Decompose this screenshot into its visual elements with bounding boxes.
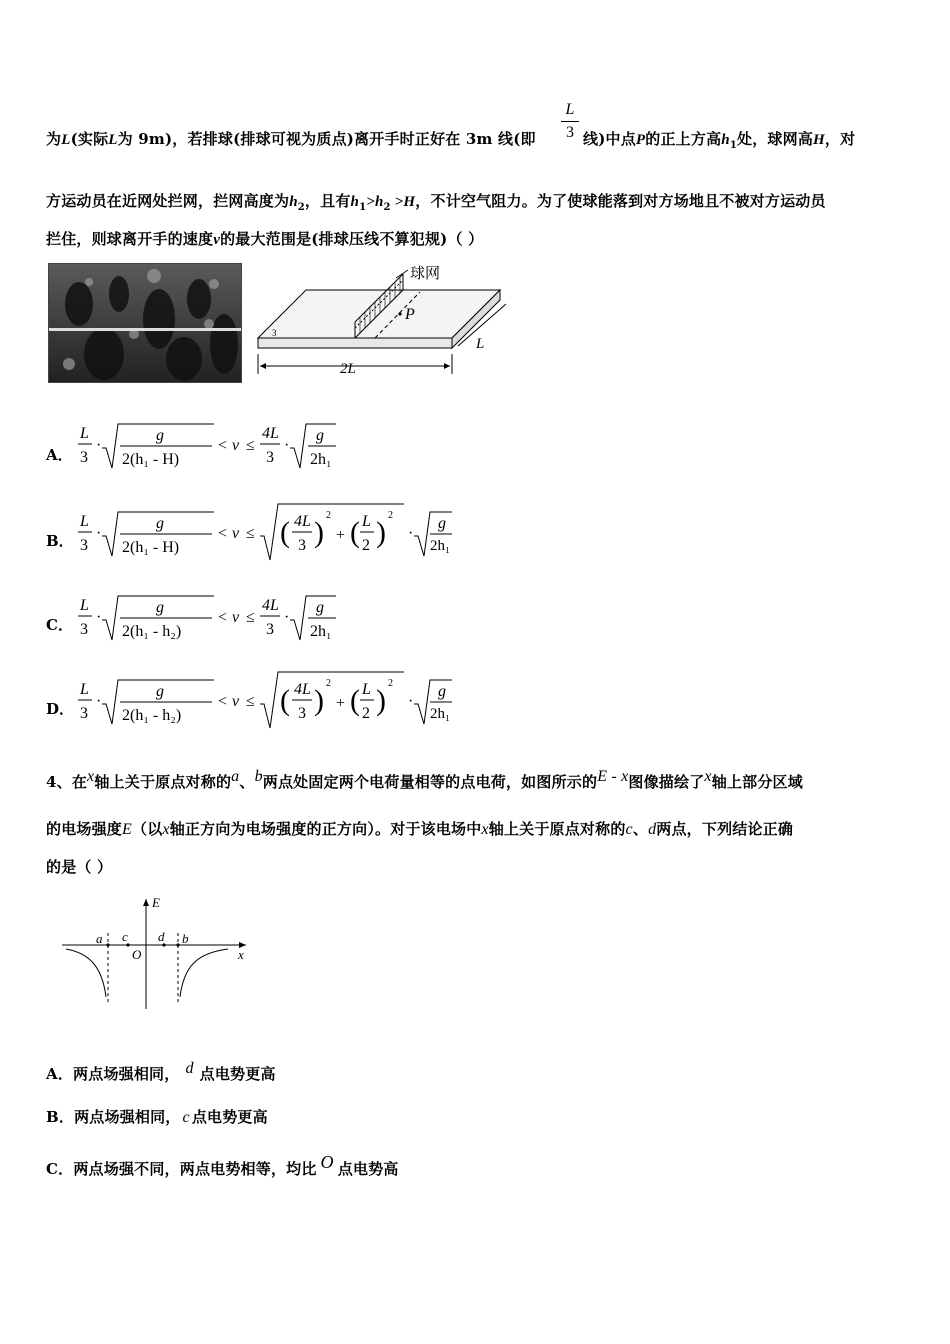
formula-a (74, 418, 374, 474)
svg-text:3: 3 (298, 705, 306, 722)
var-d: d (648, 821, 657, 838)
court-diagram (250, 262, 520, 384)
svg-text:<: < (218, 609, 228, 626)
length-label: 2L (340, 361, 356, 377)
origin-O: O (132, 947, 142, 962)
text: ，不计空气阻力。为了使球能落到对方场地且不被对方运动员 (415, 192, 826, 210)
var-v: v (213, 232, 221, 248)
svg-text:(: ( (280, 684, 290, 717)
upper-den: 2h₁ (430, 706, 451, 722)
frac-bar (561, 121, 579, 122)
svg-text:L: L (362, 513, 371, 530)
svg-text:·: · (284, 609, 290, 626)
option-label: B． (46, 1108, 75, 1126)
svg-text:(: ( (350, 516, 360, 549)
svg-text:g: g (156, 683, 164, 700)
upper-den: 2h₁ (430, 538, 451, 554)
var-h: >h (366, 194, 384, 210)
option-label: D． (46, 700, 75, 718)
option-c (46, 590, 366, 646)
text: 、 (632, 820, 649, 838)
text: 两点场强不同，两点电势相等，均比 (73, 1160, 317, 1178)
text: 点电势更高 (199, 1065, 276, 1083)
svg-text:3: 3 (80, 537, 88, 554)
var-ex: E - x (597, 768, 629, 785)
text: 图像描绘了 (628, 773, 705, 791)
text: 的是（ ） (46, 858, 113, 876)
svg-text:·: · (96, 609, 102, 626)
text: 的电场强度 (46, 820, 123, 838)
svg-text:2: 2 (388, 678, 393, 689)
var-h: h (289, 194, 298, 210)
svg-text:3: 3 (80, 621, 88, 638)
option-label: C． (46, 616, 73, 634)
svg-text:L: L (80, 681, 89, 698)
text: 为 (46, 130, 62, 148)
width-label: L (476, 336, 485, 352)
q3-line-3 (46, 228, 483, 249)
sub: 2 (297, 202, 305, 213)
svg-text:g: g (156, 599, 164, 616)
lower-den: 2(h₁ - H) (122, 451, 180, 468)
text: 两点处固定两个电荷量相等的点电荷，如图所示的 (262, 773, 598, 791)
svg-text:·: · (96, 437, 102, 454)
svg-text:4L: 4L (294, 681, 311, 698)
text: 线)中点 (583, 130, 636, 148)
sub: 2 (383, 202, 391, 213)
svg-text:<: < (218, 693, 228, 710)
svg-text:4L: 4L (294, 513, 311, 530)
text: 两点，下列结论正确 (656, 820, 794, 838)
q4-option-a (46, 1060, 276, 1084)
formula-c (74, 590, 374, 646)
var-x: x (481, 821, 489, 838)
upper-den: 2h₁ (310, 623, 332, 640)
text: 两点场强相同， (73, 1065, 180, 1083)
text: 轴上关于原点对称的 (488, 820, 626, 838)
svg-text:g: g (316, 427, 324, 444)
svg-text:g: g (156, 427, 164, 444)
var-x: x (162, 821, 170, 838)
svg-text:2: 2 (362, 705, 370, 722)
text: （以 (132, 820, 163, 838)
var-c: c (182, 1109, 190, 1126)
svg-text:·: · (96, 693, 102, 710)
svg-text:·: · (284, 437, 290, 454)
svg-text:): ) (314, 684, 324, 717)
graph-drawing (58, 893, 258, 1015)
var-x: x (704, 768, 712, 785)
svg-text:v: v (232, 437, 240, 454)
svg-text:<: < (218, 437, 228, 454)
q4-line-1 (46, 768, 803, 792)
point-b: b (182, 931, 189, 946)
svg-text:+: + (336, 527, 346, 544)
svg-text:L: L (80, 513, 89, 530)
text: 处，球网高 (737, 130, 814, 148)
svg-text:+: + (336, 695, 346, 712)
svg-text:L: L (80, 425, 89, 442)
svg-text:2: 2 (326, 510, 331, 521)
axis-x: x (238, 947, 244, 962)
option-label: B． (46, 532, 74, 550)
svg-text:g: g (438, 683, 446, 700)
option-label: C． (46, 1160, 74, 1178)
svg-text:g: g (156, 515, 164, 532)
option-d (46, 668, 451, 732)
svg-text:v: v (232, 609, 240, 626)
text: 轴正方向为电场强度的正方向）。对于该电场中 (169, 820, 482, 838)
point-label: P (405, 306, 415, 323)
q4-line-2 (46, 818, 793, 839)
text: ，且有 (304, 192, 351, 210)
svg-text:<: < (218, 525, 228, 542)
sub: 1 (359, 202, 367, 213)
svg-text:(: ( (280, 516, 290, 549)
var-H: >H (390, 194, 416, 210)
svg-text:·: · (96, 525, 102, 542)
option-label: A． (46, 446, 73, 464)
formula-d (74, 668, 454, 732)
text: 4、在 (46, 773, 88, 791)
svg-text:L: L (80, 597, 89, 614)
svg-text:2: 2 (388, 510, 393, 521)
var-d: d (185, 1060, 194, 1077)
formula-b (74, 500, 454, 564)
sub: 1 (729, 140, 738, 151)
text: 的最大范围是(排球压线不算犯规)（ ） (220, 230, 484, 248)
q4-option-b (46, 1106, 268, 1127)
text: 轴上部分区域 (711, 773, 803, 791)
text: 拦住，则球离开手的速度 (46, 230, 214, 248)
point-c: c (122, 929, 128, 944)
svg-text:2: 2 (362, 537, 370, 554)
text: 、 (239, 773, 255, 791)
var-L: L (108, 132, 118, 148)
upper-den: 2h₁ (310, 451, 332, 468)
svg-text:(: ( (350, 684, 360, 717)
svg-text:L: L (362, 681, 371, 698)
var-h: h (350, 194, 360, 210)
fraction-L-over-3 (561, 100, 579, 143)
point-d: d (158, 929, 165, 944)
option-label: A． (46, 1065, 74, 1083)
svg-text:·: · (408, 693, 414, 710)
svg-text:4L: 4L (262, 597, 279, 614)
svg-text:): ) (376, 684, 386, 717)
svg-text:g: g (438, 515, 446, 532)
var-x: x (87, 768, 95, 785)
var-a: a (231, 768, 240, 785)
court-drawing (250, 262, 520, 384)
svg-text:g: g (316, 599, 324, 616)
svg-text:3: 3 (266, 621, 274, 638)
option-b (46, 500, 451, 564)
text: 方运动员在近网处拦网，拦网高度为 (46, 192, 290, 210)
frac-num: L (565, 101, 575, 118)
var-H: H (813, 132, 825, 148)
svg-text:3: 3 (298, 537, 306, 554)
svg-text:3: 3 (80, 705, 88, 722)
text: 的正上方高 (645, 130, 722, 148)
svg-text:≤: ≤ (246, 525, 255, 542)
q4-option-c (46, 1152, 399, 1179)
svg-text:≤: ≤ (246, 609, 255, 626)
var-b: b (254, 768, 263, 785)
text: 轴上关于原点对称的 (94, 773, 232, 791)
lower-den: 2(h₁ - h₂) (122, 623, 182, 640)
svg-text:): ) (376, 516, 386, 549)
text: 两点场强相同， (74, 1108, 181, 1126)
svg-text:≤: ≤ (246, 437, 255, 454)
svg-text:3: 3 (266, 449, 274, 466)
axis-E: E (152, 895, 160, 910)
var-h: h (721, 132, 730, 148)
lower-den: 2(h₁ - H) (122, 539, 180, 556)
photo-drawing (49, 264, 241, 382)
svg-text:·: · (408, 525, 414, 542)
var-E: E (122, 821, 132, 838)
svg-text:3: 3 (80, 449, 88, 466)
option-a (46, 418, 366, 474)
text: ，对 (824, 130, 856, 148)
court-mark: 3 (272, 328, 277, 338)
var-c: c (625, 821, 633, 838)
q3-line-2 (46, 190, 826, 213)
e-x-graph (58, 893, 258, 1015)
svg-text:4L: 4L (262, 425, 279, 442)
var-L: L (61, 132, 71, 148)
net-label: 球网 (410, 264, 441, 282)
text: 点电势高 (337, 1160, 399, 1178)
text: (实际 (70, 130, 109, 148)
text: 为 9m)，若排球(排球可视为质点)离开手时正好在 3m 线(即 (117, 130, 536, 148)
q3-line-1-rest (583, 128, 855, 151)
var-P: P (635, 132, 646, 148)
point-a: a (96, 931, 103, 946)
svg-text:v: v (232, 693, 240, 710)
svg-text:v: v (232, 525, 240, 542)
text: 点电势更高 (191, 1108, 268, 1126)
svg-text:≤: ≤ (246, 693, 255, 710)
volleyball-photo (48, 263, 242, 383)
frac-den: 3 (566, 124, 574, 141)
svg-text:): ) (314, 516, 324, 549)
svg-text:2: 2 (326, 678, 331, 689)
q4-line-3 (46, 856, 112, 877)
q3-line-1 (46, 128, 536, 149)
var-O: O (320, 1152, 334, 1172)
lower-den: 2(h₁ - h₂) (122, 707, 182, 724)
